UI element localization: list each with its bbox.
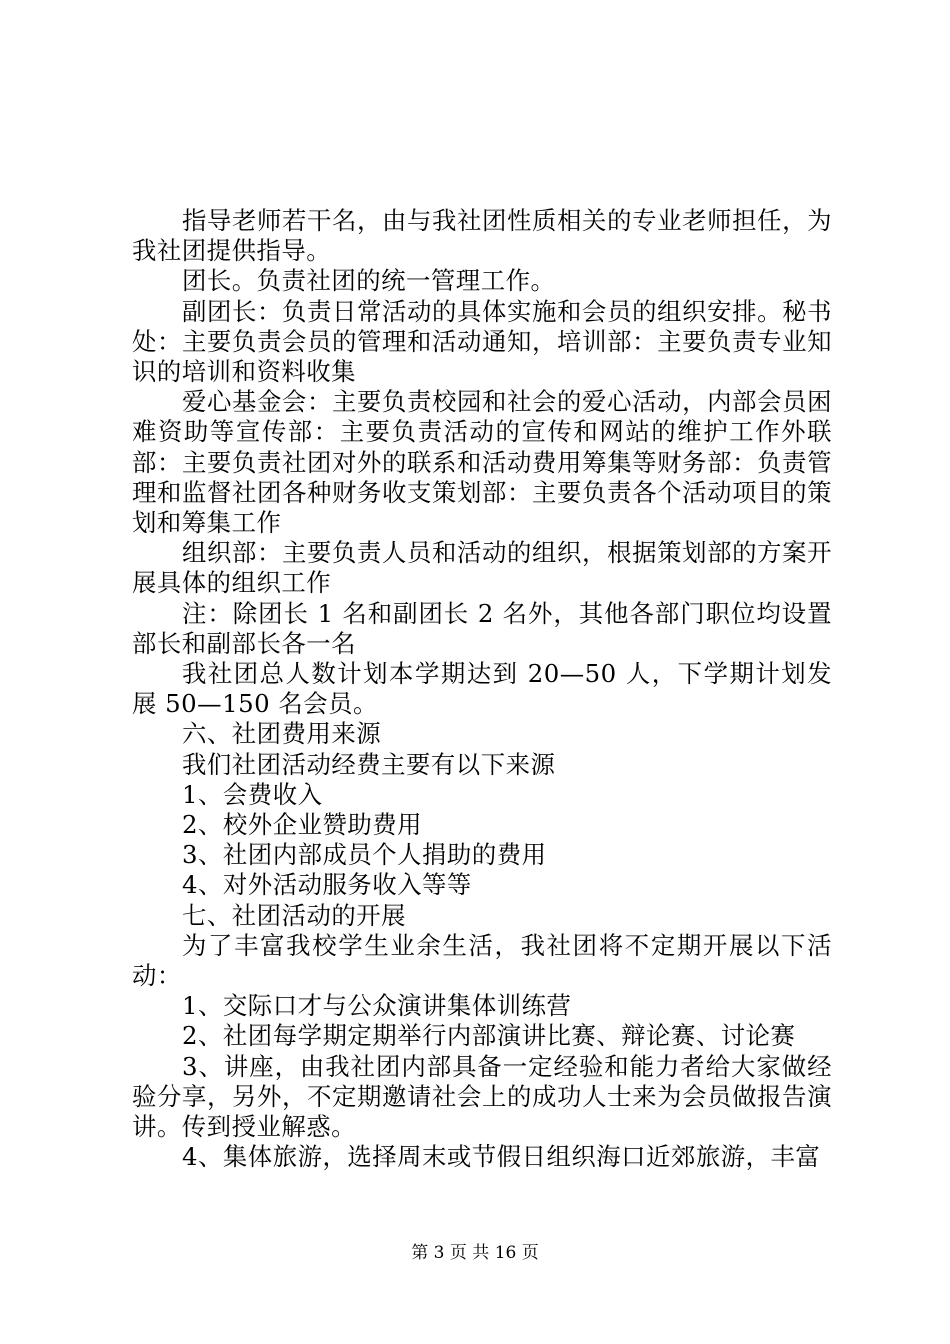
- page-footer: 第 3 页 共 16 页: [411, 1243, 539, 1263]
- section-heading-funding: 六、社团费用来源: [182, 719, 382, 749]
- list-item-funding-1: 1、会费收入: [182, 779, 323, 809]
- paragraph-funding-intro: 我们社团活动经费主要有以下来源: [182, 749, 556, 779]
- paragraph-organization-dept: 组织部：主要负责人员和活动的组织，根据策划部的方案开展具体的组织工作: [132, 538, 832, 598]
- list-item-activity-1: 1、交际口才与公众演讲集体训练营: [182, 991, 572, 1021]
- list-item-funding-4: 4、对外活动服务收入等等: [182, 870, 472, 900]
- document-body: [132, 206, 832, 1173]
- list-item-funding-2: 2、校外企业赞助费用: [182, 810, 423, 840]
- section-heading-activities: 七、社团活动的开展: [182, 900, 407, 930]
- paragraph-advisors: 指导老师若干名，由与我社团性质相关的专业老师担任，为我社团提供指导。: [132, 206, 832, 266]
- paragraph-vice-leader: 副团长：负责日常活动的具体实施和会员的组织安排。秘书处：主要负责会员的管理和活动通知，培训部：主要负责专业知识的培训和资料收集: [132, 296, 832, 387]
- paragraph-leader: 团长。负责社团的统一管理工作。: [182, 266, 556, 296]
- paragraph-member-plan: 我社团总人数计划本学期达到 20—50 人，下学期计划发展 50—150 名会员。: [132, 659, 832, 719]
- paragraph-note: 注：除团长 1 名和副团长 2 名外，其他各部门职位均设置部长和副部长各一名: [132, 598, 832, 658]
- list-item-activity-2: 2、社团每学期定期举行内部演讲比赛、辩论赛、讨论赛: [182, 1021, 796, 1051]
- paragraph-charity-fund: 爱心基金会：主要负责校园和社会的爱心活动，内部会员困难资助等宣传部：主要负责活动的宣传和网站的维护工作外联部：主要负责社团对外的联系和活动费用筹集等财务部：负责管理和监督社团各种财务收支策划部：主要负责各个活动项目的策划和筹集工作: [132, 387, 832, 538]
- paragraph-activities-intro: 为了丰富我校学生业余生活，我社团将不定期开展以下活动：: [132, 930, 832, 991]
- list-item-activity-3: 3、讲座，由我社团内部具备一定经验和能力者给大家做经验分享，另外，不定期邀请社会上的成功人士来为会员做报告演讲。传到授业解惑。: [132, 1051, 832, 1142]
- list-item-activity-4: 4、集体旅游，选择周末或节假日组织海口近郊旅游，丰富: [182, 1142, 821, 1172]
- list-item-funding-3: 3、社团内部成员个人捐助的费用: [182, 840, 547, 870]
